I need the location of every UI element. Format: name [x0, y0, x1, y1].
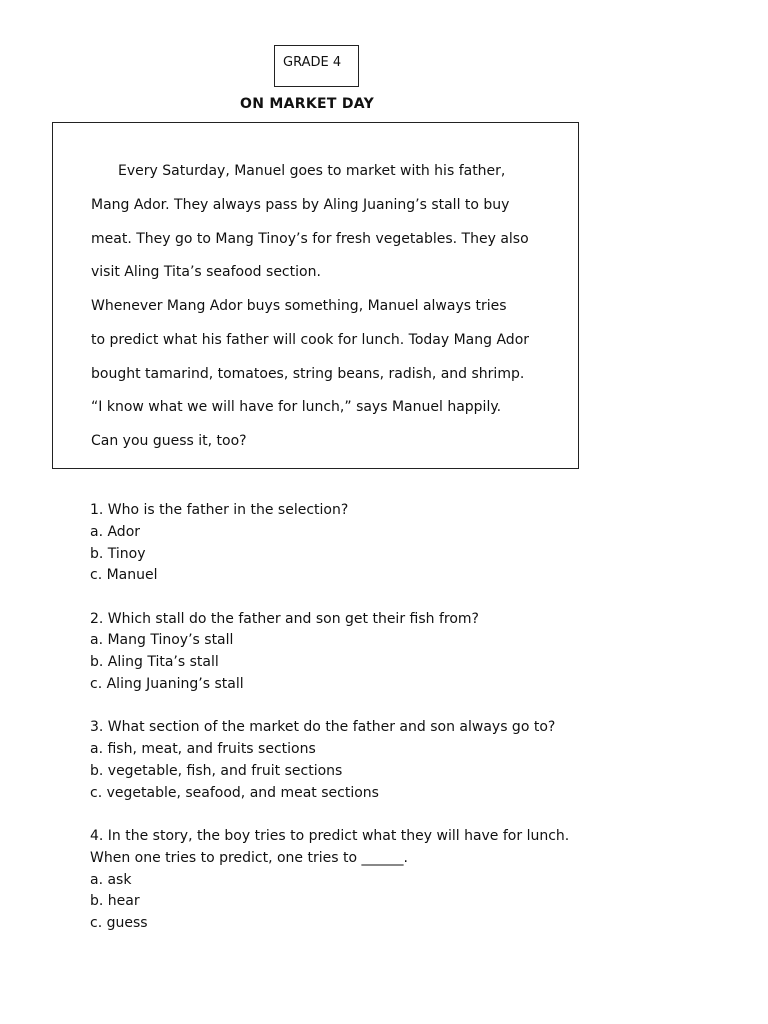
- story-line: Mang Ador. They always pass by Aling Juaning’s stall to buy: [91, 197, 510, 213]
- answer-choice: a. Ador: [90, 523, 141, 540]
- question-prompt: 1. Who is the father in the selection?: [90, 502, 349, 518]
- question-prompt: 3. What section of the market do the father and son always go to?: [90, 719, 556, 736]
- story-line: Can you guess it, too?: [91, 433, 247, 449]
- answer-choice: a. Mang Tinoy’s stall: [90, 632, 234, 649]
- question-prompt: When one tries to predict, one tries to ______.: [90, 849, 408, 866]
- answer-choice: c. vegetable, seafood, and meat sections: [90, 784, 379, 801]
- question-2: [90, 609, 569, 696]
- story-line: bought tamarind, tomatoes, string beans, radish, and shrimp.: [91, 366, 525, 382]
- questions-list: [90, 500, 569, 957]
- question-prompt: 2. Which stall do the father and son get their fish from?: [90, 610, 479, 627]
- question-1: [90, 500, 569, 587]
- story-line: meat. They go to Mang Tinoy’s for fresh vegetables. They also: [91, 231, 529, 247]
- page-title: ON MARKET DAY: [240, 96, 375, 112]
- grade-label: GRADE 4: [283, 55, 342, 70]
- story-line: visit Aling Tita’s seafood section.: [91, 264, 321, 280]
- story-line: to predict what his father will cook for lunch. Today Mang Ador: [91, 332, 530, 348]
- question-4: [90, 826, 569, 935]
- story-passage-box: [52, 122, 579, 469]
- story-line: “I know what we will have for lunch,” says Manuel happily.: [91, 399, 502, 415]
- answer-choice: a. fish, meat, and fruits sections: [90, 741, 316, 758]
- answer-choice: c. Manuel: [90, 567, 158, 584]
- answer-choice: a. ask: [90, 871, 132, 888]
- answer-choice: b. hear: [90, 893, 140, 910]
- answer-choice: b. vegetable, fish, and fruit sections: [90, 762, 343, 779]
- story-line: Every Saturday, Manuel goes to market with his father,: [118, 163, 506, 179]
- story-line: Whenever Mang Ador buys something, Manuel always tries: [91, 298, 507, 314]
- answer-choice: b. Aling Tita’s stall: [90, 654, 219, 671]
- answer-choice: c. Aling Juaning’s stall: [90, 676, 244, 693]
- question-prompt: 4. In the story, the boy tries to predict what they will have for lunch.: [90, 828, 570, 845]
- grade-label-box: [274, 45, 359, 87]
- question-3: [90, 717, 569, 804]
- answer-choice: b. Tinoy: [90, 545, 146, 562]
- answer-choice: c. guess: [90, 915, 148, 932]
